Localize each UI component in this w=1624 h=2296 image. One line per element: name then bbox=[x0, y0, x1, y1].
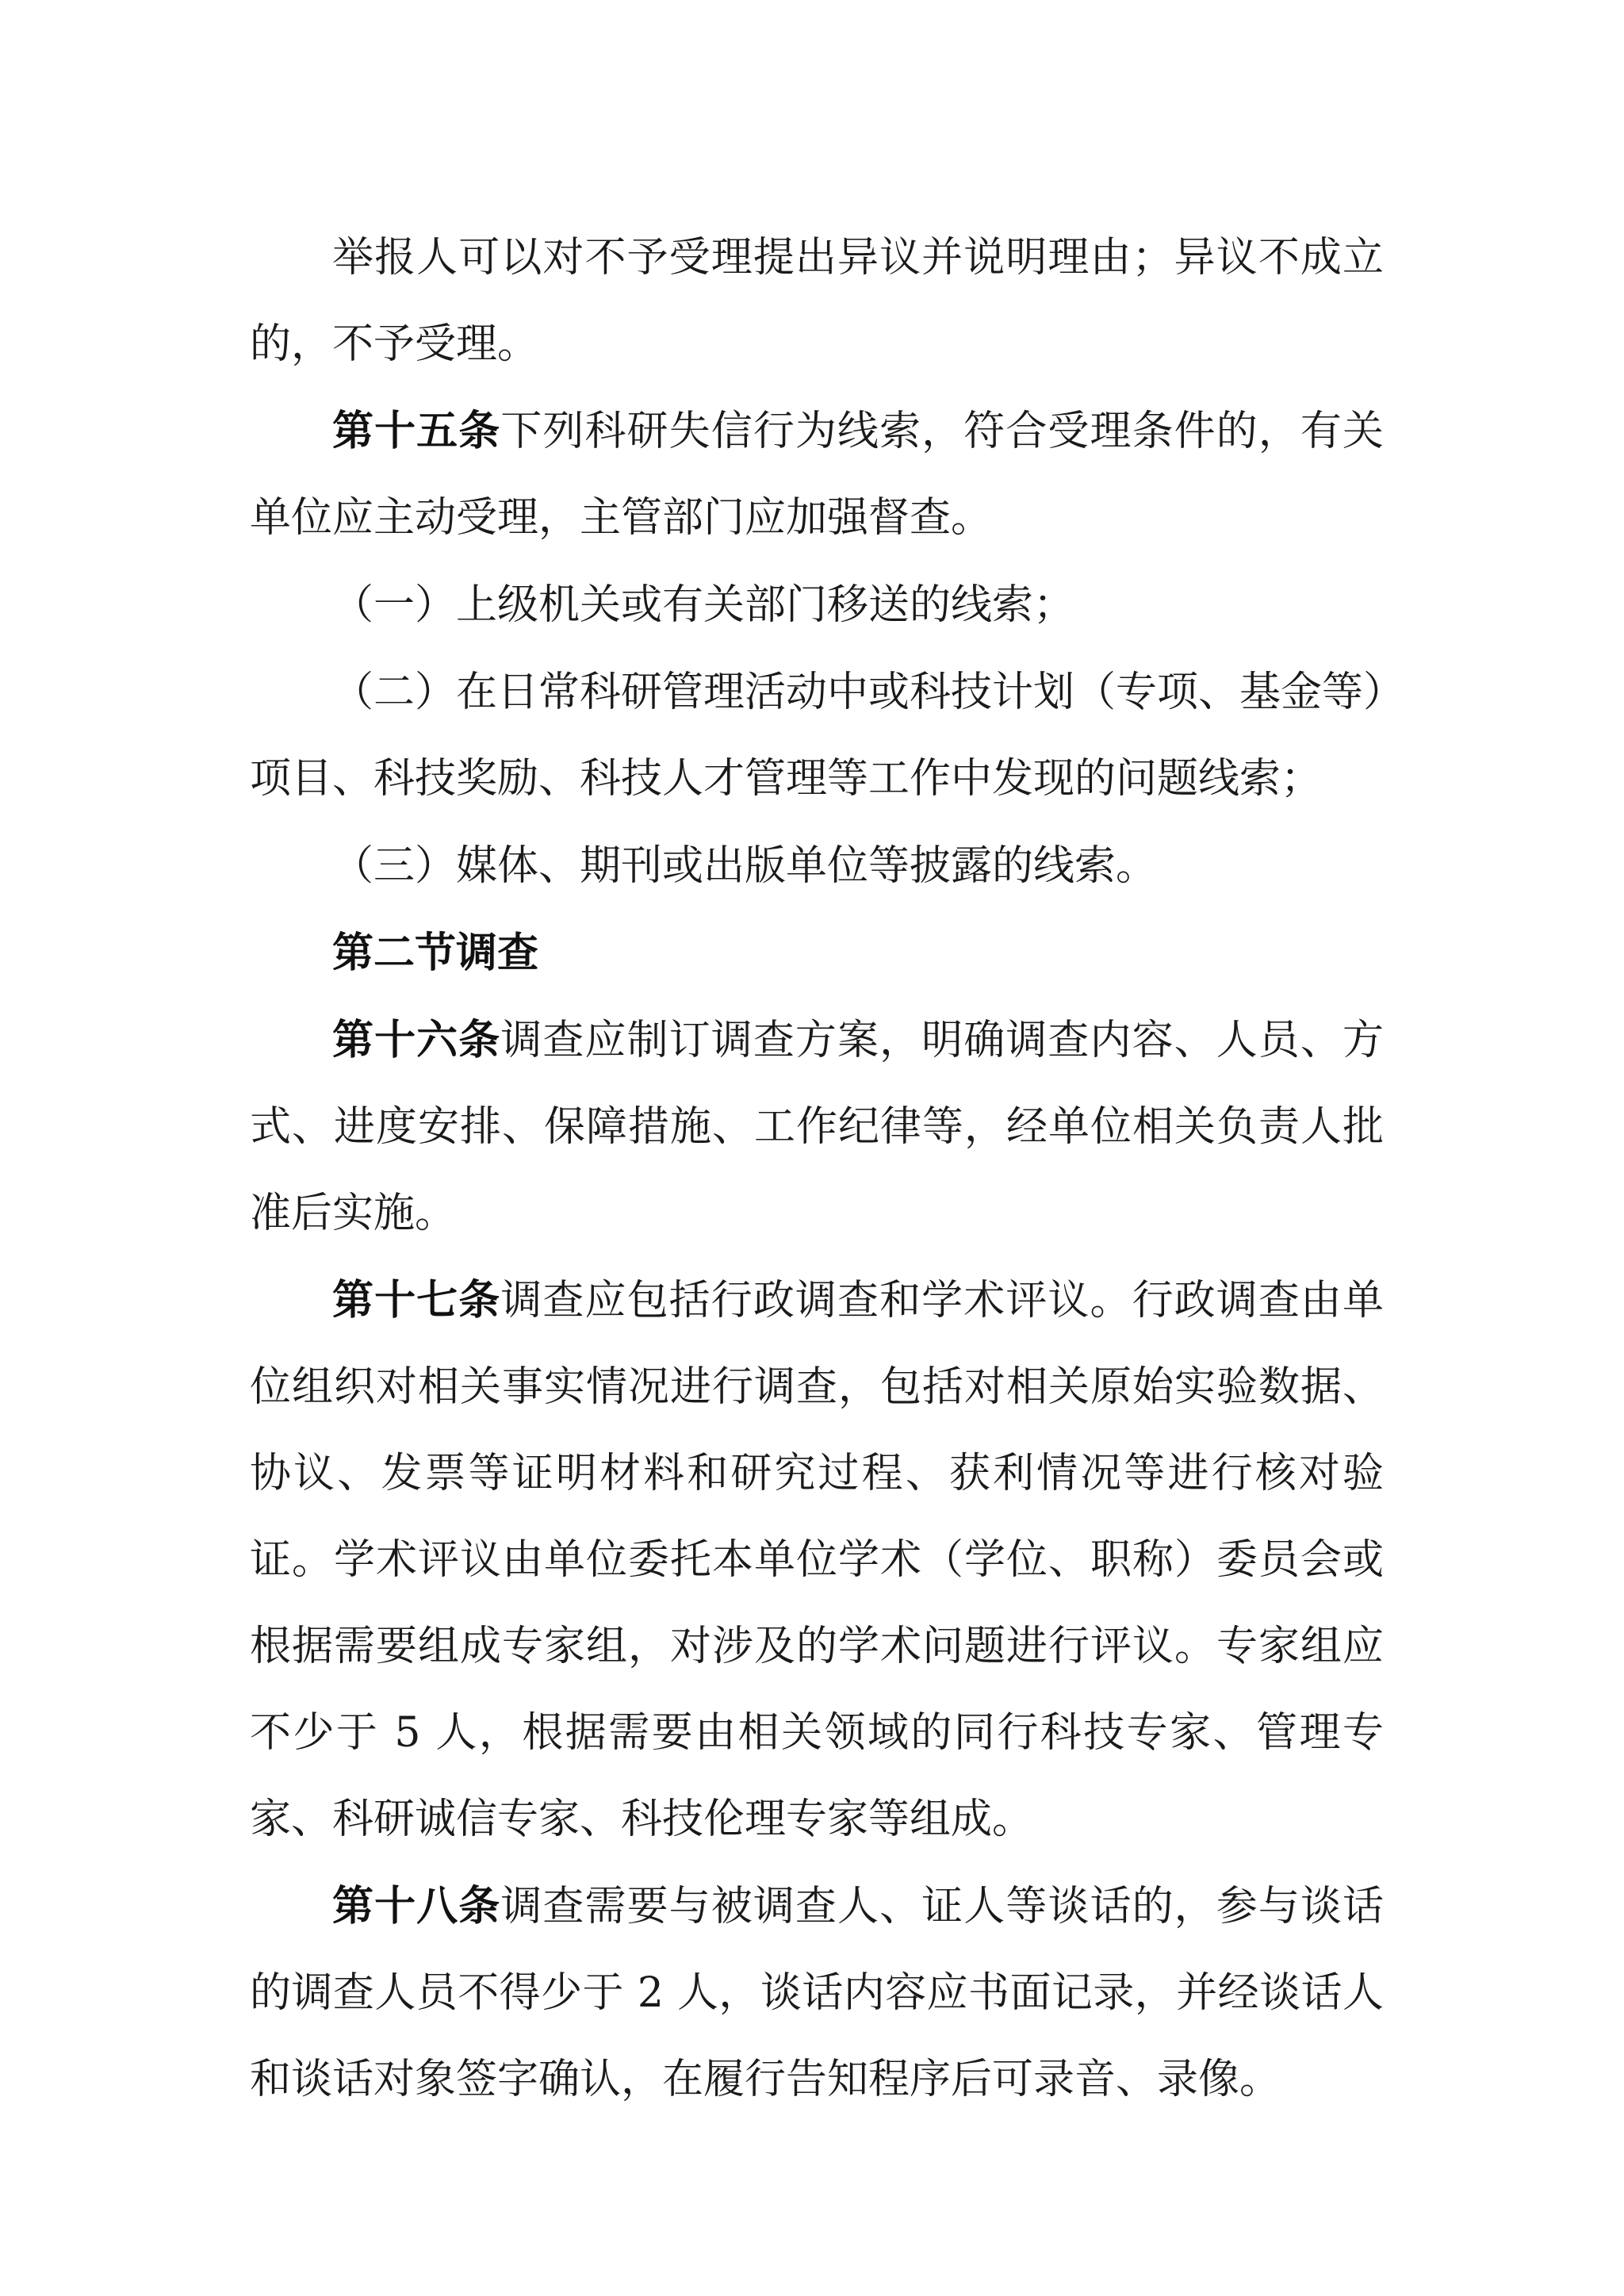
list-item-1 bbox=[250, 562, 1384, 649]
paragraph-text: （一）上级机关或有关部门移送的线索； bbox=[332, 581, 1075, 629]
article-heading: 第十六条 bbox=[332, 1016, 501, 1064]
paragraph-text: （三）媒体、期刊或出版单位等披露的线索。 bbox=[332, 842, 1158, 890]
list-item-2 bbox=[250, 649, 1384, 822]
article-heading: 第十五条 bbox=[332, 407, 501, 455]
article-16 bbox=[250, 997, 1384, 1257]
list-item-3 bbox=[250, 822, 1384, 910]
article-17 bbox=[250, 1257, 1384, 1863]
article-heading: 第十七条 bbox=[332, 1276, 501, 1324]
section-heading bbox=[250, 910, 1384, 997]
paragraph-text: （二）在日常科研管理活动中或科技计划（专项、基金等）项目、科技奖励、科技人才管理等工作中发现的问题线索； bbox=[250, 669, 1385, 803]
paragraph-objection bbox=[250, 214, 1384, 388]
article-15 bbox=[250, 388, 1384, 562]
paragraph-text: 调查应包括行政调查和学术评议。行政调查由单位组织对相关事实情况进行调查，包括对相关原始实验数据、协议、发票等证明材料和研究过程、获利情况等进行核对验证。学术评议由单位委托本单位学术（学位、职称）委员会或根据需要组成专家组，对涉及的学术问题进行评议。专家组应不少于 5 人，根据需要由相关领域的同行科技专家、管理专家、科研诚信专家、科技伦理专家等组成。 bbox=[250, 1277, 1384, 1843]
paragraph-text: 调查应制订调查方案，明确调查内容、人员、方式、进度安排、保障措施、工作纪律等，经单位相关负责人批准后实施。 bbox=[250, 1017, 1384, 1237]
paragraph-text: 调查需要与被调查人、证人等谈话的，参与谈话的调查人员不得少于 2 人，谈话内容应书面记录，并经谈话人和谈话对象签字确认，在履行告知程序后可录音、录像。 bbox=[250, 1883, 1384, 2103]
document-body bbox=[250, 214, 1384, 2123]
paragraph-text: 举报人可以对不予受理提出异议并说明理由；异议不成立的，不予受理。 bbox=[250, 234, 1384, 368]
section-title: 第二节调查 bbox=[332, 929, 539, 977]
article-18 bbox=[250, 1863, 1384, 2123]
article-heading: 第十八条 bbox=[332, 1882, 501, 1930]
paragraph-text: 下列科研失信行为线索，符合受理条件的，有关单位应主动受理，主管部门应加强督查。 bbox=[250, 408, 1384, 542]
